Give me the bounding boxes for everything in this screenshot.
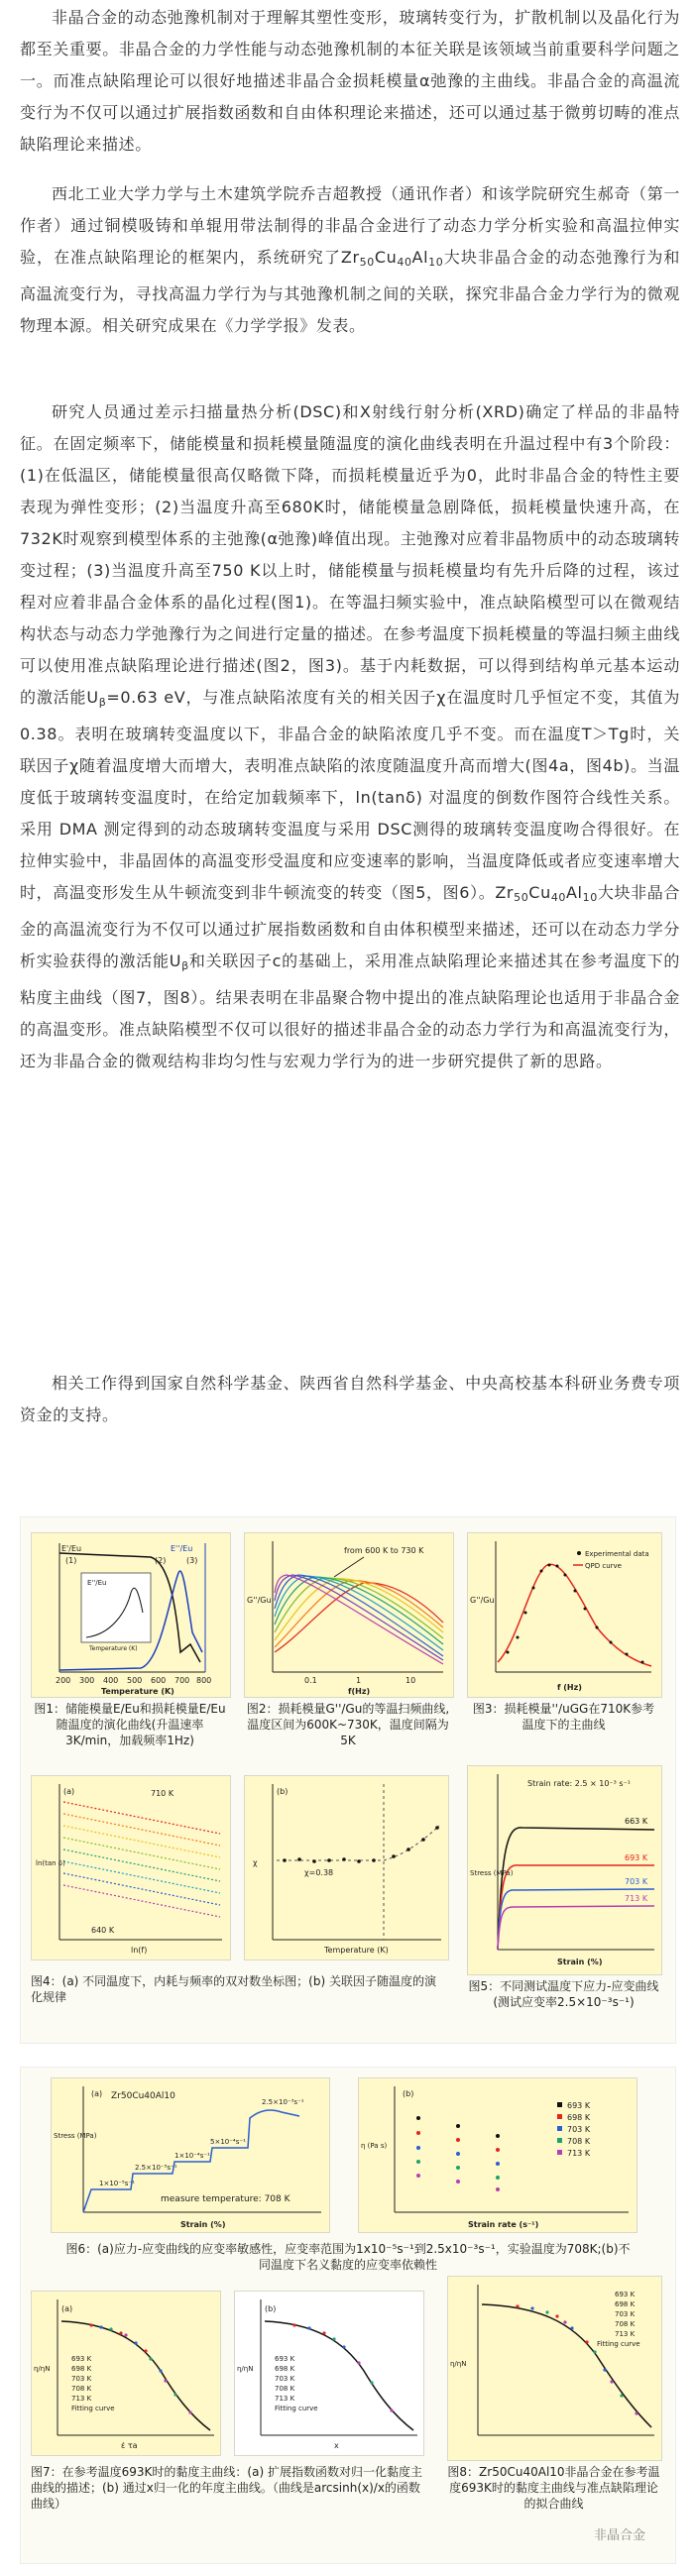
fig4-xlabel-a: ln(f) [131,1946,148,1955]
fig6-rate-1: 1×10⁻⁵s⁻¹ [99,2180,135,2187]
fig5-temp-663: 663 K [625,1817,648,1826]
fig7a-legend: 693 K [71,2355,92,2363]
figure-2-caption: 图2：损耗模量G''/Gu的等温扫频曲线,温度区间为600K~730K，温度间隔为5K [246,1702,450,1747]
figure-2-svg [245,1533,453,1697]
fig5-temp-713: 713 K [625,1894,648,1903]
fig1-xtick: 200 [56,1676,71,1685]
fig7a-legend: 698 K [71,2365,92,2373]
fig1-xtick: 300 [79,1676,95,1685]
formula-sub-al-2: 10 [582,891,598,904]
figure-group-2 [20,2067,676,2564]
paragraph-funding [20,1368,680,1431]
fig6-xlabel-a: Strain (%) [180,2220,226,2229]
fig6-rate-4: 5×10⁻⁴s⁻¹ [210,2138,246,2146]
fig6-ylabel-a: Stress (MPa) [54,2132,97,2140]
fig3-legend-qpd: QPD curve [585,1562,622,1570]
fig8-ylabel: η/ηN [450,2360,467,2368]
fig8-legend: 703 K [615,2310,636,2318]
figure-3-svg [468,1533,661,1697]
fig8-legend: 693 K [615,2291,636,2298]
fig5-title: Strain rate: 2.5 × 10⁻³ s⁻¹ [527,1779,631,1788]
fig7a-legend: 713 K [71,2395,92,2403]
fig6-legend-698: 698 K [567,2113,591,2122]
paragraph-results-text-c: 大块非晶合金的高温流变行为不仅可以通过扩展指数函数和自由体积模型来描述，还可以在动态力学分析实验获得的激活能U [20,883,680,970]
figure-3-caption: 图3：损耗模量''/uGG在710K参考温度下的主曲线 [472,1702,655,1732]
paragraph-team-text-b: 大块非晶合金的动态弛豫行为和高温流变行为，寻找高温力学行为与其弛豫机制之间的关联，探究非晶合金力学行为的微观物理本源。相关研究成果在《力学学报》发表。 [20,248,680,335]
fig1-xlabel: Temperature (K) [101,1687,174,1696]
figure-7a-plot [31,2291,221,2456]
paragraph-results-text-d: 和关联因子c的基础上，采用准点缺陷理论来描述其在参考温度下的粘度主曲线（图7，图8）。结果表明在非晶聚合物中提出的准点缺陷理论也适用于非晶合金的高温变形。准点缺陷模型不仅可以很好的描述非晶合金的动态力学行为和高温流变行为，还为非晶合金的微观结构非均匀性与宏观力学行为的进一步研究提供了新的思路。 [20,952,680,1070]
figure-1-caption: 图1：储能模量E/Eu和损耗模量E/Eu随温度的演化曲线(升温速率3K/min，加载频率1Hz) [34,1702,226,1747]
figure-6b-plot [358,2077,637,2233]
fig1-xtick: 400 [103,1676,119,1685]
fig4-xlabel-b: Temperature (K) [324,1946,389,1955]
fig8-legend: 708 K [615,2320,636,2328]
fig5-temp-703: 703 K [625,1877,648,1886]
fig2-xtick: 1 [356,1676,362,1685]
fig4-chi-label: χ=0.38 [304,1868,334,1877]
fig6-rate-3: 1×10⁻⁴s⁻¹ [174,2152,210,2160]
formula-sub-beta-1: β [98,696,107,709]
formula-cu-2: Cu [528,883,551,902]
fig7b-legend: 693 K [275,2355,295,2363]
figure-8-svg [448,2277,661,2460]
formula-sub-zr-2: 50 [514,891,529,904]
figure-8-plot [447,2276,662,2461]
fig4-ylabel-b: χ [253,1858,258,1867]
paragraph-funding-text: 相关工作得到国家自然科学基金、陕西省自然科学基金、中央高校基本科研业务费专项资金的支持。 [20,1374,680,1424]
fig7b-legend: 698 K [275,2365,295,2373]
formula-sub-al: 10 [428,256,444,269]
figure-3-plot [467,1532,662,1698]
fig2-ylabel: G''/Gu [247,1596,272,1605]
figure-5-plot [467,1765,662,1975]
paragraph-research-team [20,178,680,342]
fig1-stage-2: (2) [155,1556,167,1565]
fig3-xlabel: f (Hz) [557,1683,582,1692]
fig6-title-a: Zr50Cu40Al10 [111,2091,175,2101]
fig5-ylabel: Stress (MPa) [470,1869,514,1877]
formula-sub-cu: 40 [397,256,412,269]
paragraph-intro [20,2,680,161]
figure-7-caption: 图7：在参考温度693K时的黏度主曲线：(a) 扩展指数函数对归一化黏度主曲线的描述；(b) 通过x归一化的年度主曲线。（曲线是arcsinh(x)/x的函数曲线） [31,2465,422,2511]
fig2-xlabel: f(Hz) [348,1687,371,1696]
fig1-stage-3: (3) [186,1556,198,1565]
fig6-rate-5: 2.5×10⁻³s⁻¹ [262,2098,304,2106]
figure-1-svg [32,1533,230,1697]
fig7a-legend: 703 K [71,2375,92,2383]
fig2-xtick: 0.1 [304,1676,317,1685]
fig3-legend-experimental: Experimental data [585,1550,649,1558]
fig6-legend-693: 693 K [567,2101,591,2110]
figure-6-caption: 图6：(a)应力-应变曲线的应变率敏感性，应变率范围为1x10⁻⁵s⁻¹到2.5x10⁻³s⁻¹，实验温度为708K;(b)不同温度下名义黏度的应变率依赖性 [65,2242,631,2272]
fig7-xlabel-b: x [334,2441,339,2450]
fig1-xtick: 500 [127,1676,143,1685]
figure-6b-svg [359,2078,637,2232]
fig7-label-a: (a) [61,2304,73,2313]
fig6-legend-713: 713 K [567,2149,591,2158]
fig4-ylabel-a: ln(tan δ) [36,1859,65,1867]
fig7b-legend: 708 K [275,2385,295,2393]
figure-7b-plot [234,2291,424,2456]
figure-8-caption: 图8：Zr50Cu40Al10非晶合金在参考温度693K时的黏度主曲线与准点缺陷理论的拟合曲线 [447,2465,660,2511]
fig3-ylabel: G''/Gu [470,1596,495,1605]
figure-2-plot [244,1532,454,1698]
fig4-high-temp: 710 K [151,1789,174,1798]
fig2-xtick: 10 [405,1676,416,1685]
figure-6a-plot [51,2077,330,2233]
fig6-legend-708: 708 K [567,2137,591,2146]
fig7b-ylabel: η/ηN [237,2365,254,2373]
fig4-low-temp: 640 K [91,1926,115,1935]
fig7a-legend: Fitting curve [71,2405,115,2412]
fig5-xlabel: Strain (%) [557,1958,603,1966]
fig6-label-b: (b) [403,2089,414,2098]
figure-4b-svg [245,1776,448,1960]
fig7-xlabel-a: ε̇ τa [121,2441,138,2450]
fig7a-legend: 708 K [71,2385,92,2393]
figure-4a-svg [32,1776,230,1960]
paragraph-intro-text: 非晶合金的动态弛豫机制对于理解其塑性变形，玻璃转变行为，扩散机制以及晶化行为都至关重要。非晶合金的力学性能与动态弛豫机制的本征关联是该领域当前重要科学问题之一。而准点缺陷理论可以很好地描述非晶合金损耗模量α弛豫的主曲线。非晶合金的高温流变行为不仅可以通过扩展指数函数和自由体积理论来描述，还可以通过基于微剪切畴的准点缺陷理论来描述。 [20,8,680,154]
fig6-ylabel-b: η (Pa s) [361,2142,388,2150]
fig5-temp-693: 693 K [625,1853,648,1862]
fig8-legend: Fitting curve [597,2340,640,2348]
fig4-label-b: (b) [277,1787,289,1796]
figure-5-caption: 图5：不同测试温度下应力-应变曲线(测试应变率2.5×10⁻³s⁻¹) [468,1979,659,2009]
fig7b-legend: 703 K [275,2375,295,2383]
fig6-xlabel-b: Strain rate (s⁻¹) [468,2220,539,2229]
fig1-xtick: 800 [196,1676,212,1685]
paragraph-results-text-a: 研究人员通过差示扫描量热分析(DSC)和X射线行射分析(XRD)确定了样品的非晶特征。在固定频率下，储能模量和损耗模量随温度的演化曲线表明在升温过程中有3个阶段：(1)在低温区，储能模量很高仅略微下降，而损耗模量近乎为0，此时非晶合金的特性主要表现为弹性变形；(2)当温度升高至680K时，储能模量急剧降低，损耗模量快速升高，在732K时观察到模型体系的主弛豫(α弛豫)峰值出现。主弛豫对应着非晶物质中的动态玻璃转变过程；(3)当温度升高至750 K以上时，储能模量与损耗模量均有先升后降的过程，该过程对应着非晶合金体系的晶化过程(图1)。在等温扫频实验中，准点缺陷模型可以在微观结构状态与动态力学弛豫行为之间进行定量的描述。在参考温度下损耗模量的等温扫频主曲线可以使用准点缺陷理论进行描述(图2，图3)。基于内耗数据，可以得到结构单元基本运动的激活能U [20,402,680,707]
figure-7b-svg [235,2292,423,2455]
formula-sub-cu-2: 40 [550,891,567,904]
formula-sub-beta-2: β [181,959,189,972]
fig1-y2label: E''/Eu [171,1544,193,1553]
figure-4b-plot [244,1775,449,1960]
paragraph-results [20,396,680,1077]
formula-al-2: Al [566,883,583,902]
fig7-label-b: (b) [265,2304,277,2313]
fig7b-legend: Fitting curve [275,2405,318,2412]
fig1-xtick: 600 [151,1676,167,1685]
fig4-label-a: (a) [63,1787,75,1796]
fig7a-ylabel: η/ηN [34,2365,51,2373]
formula-al: Al [411,248,429,267]
figure-1-plot [31,1532,231,1698]
fig8-legend: 713 K [615,2330,636,2338]
fig2-annotation: from 600 K to 730 K [344,1546,424,1555]
fig6-rate-2: 2.5×10⁻⁵s⁻¹ [135,2164,177,2172]
formula-sub-zr: 50 [359,256,375,269]
figure-6a-svg [52,2078,329,2232]
formula-cu: Cu [374,248,398,267]
fig6-label-a: (a) [91,2089,103,2098]
fig1-inset-label: E''/Eu [87,1579,107,1587]
figure-4-caption: 图4：(a) 不同温度下，内耗与频率的双对数坐标图；(b) 关联因子随温度的演化规律 [31,1974,436,2004]
figure-7a-svg [32,2292,220,2455]
figure-group-1 [20,1516,676,2044]
fig1-inset-xlabel: Temperature (K) [89,1645,138,1652]
watermark: 非晶合金 [593,2528,645,2543]
figure-5-svg [468,1766,661,1974]
paragraph-results-text-b: =0.63 eV，与准点缺陷浓度有关的相关因子χ在温度时几乎恒定不变，其值为0.38。表明在玻璃转变温度以下，非晶合金的缺陷浓度几乎不变。而在温度T＞Tg时，关联因子χ随着温度增大而增大，表明准点缺陷的浓度随温度升高而增大(图4a，图4b)。当温度低于玻璃转变温度时，在给定加载频率下，ln(tanδ) 对温度的倒数作图符合线性关系。采用 DMA 测定得到的动态玻璃转变温度与采用 DSC测得的玻璃转变温度吻合得很好。在拉伸实验中，非晶固体的高温变形受温度和应变速率的影响，当温度降低或者应变速率增大时，高温变形发生从牛顿流变到非牛顿流变的转变（图5，图6）。Zr [20,688,681,902]
fig1-stage-1: (1) [65,1556,77,1565]
fig1-ylabel: E'/Eu [61,1544,82,1553]
fig7b-legend: 713 K [275,2395,295,2403]
fig6-legend-703: 703 K [567,2125,591,2134]
fig8-legend: 698 K [615,2300,636,2308]
paragraph-team-text-a: 西北工业大学力学与土木建筑学院乔吉超教授（通讯作者）和该学院研究生郝奇（第一作者）通过铜模吸铸和单辊用带法制得的非晶合金进行了动态力学分析实验和高温拉伸实验，在准点缺陷理论的框架内，系统研究了Zr [20,184,680,267]
figure-4a-plot [31,1775,231,1960]
fig6-temp-note: measure temperature: 708 K [161,2194,290,2204]
fig1-xtick: 700 [174,1676,190,1685]
